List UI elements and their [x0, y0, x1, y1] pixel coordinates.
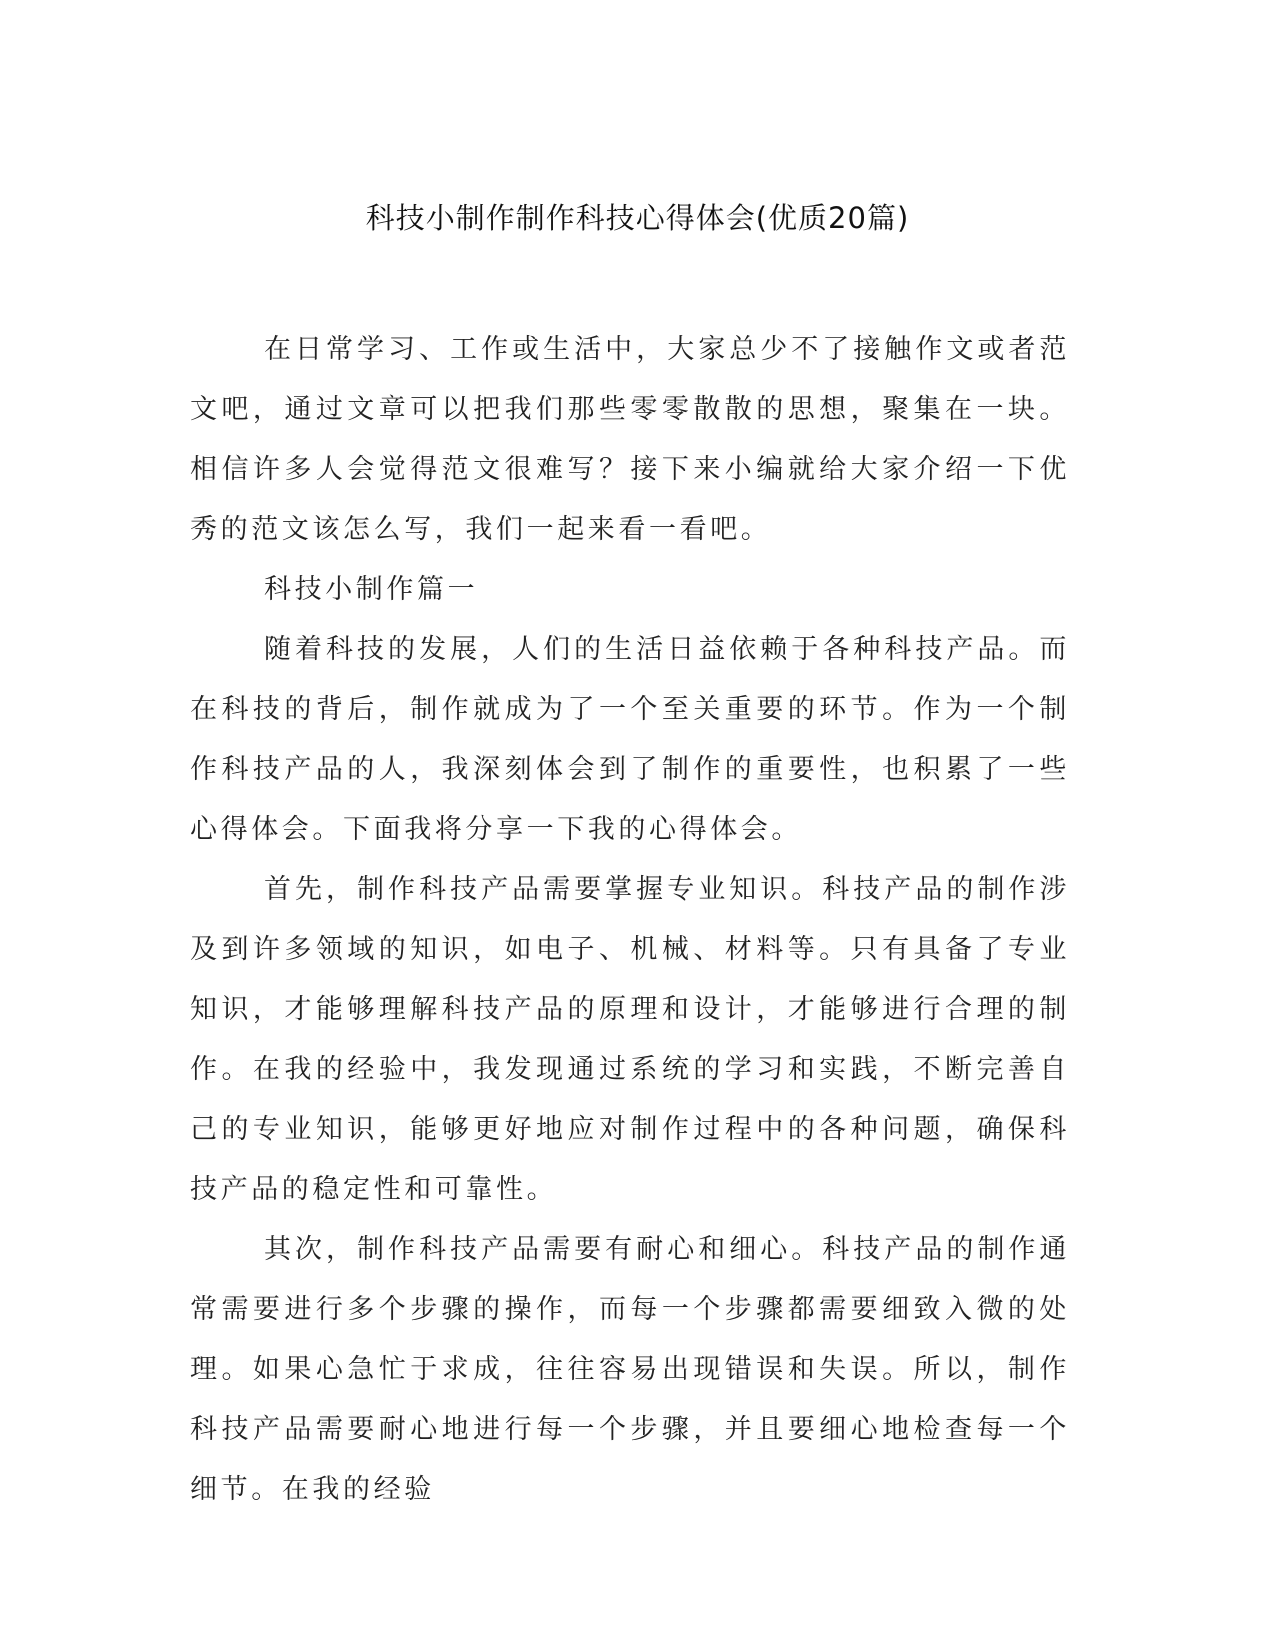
document-title: 科技小制作制作科技心得体会(优质20篇): [365, 201, 910, 235]
paragraph-intro: 在日常学习、工作或生活中，大家总少不了接触作文或者范文吧，通过文章可以把我们那些零零散散的思想，聚集在一块。相信许多人会觉得范文很难写？接下来小编就给大家介绍一下优秀的范文该怎么写，我们一起来看一看吧。: [190, 334, 1070, 545]
paragraph: 其次，制作科技产品需要有耐心和细心。科技产品的制作通常需要进行多个步骤的操作，而每一个步骤都需要细致入微的处理。如果心急忙于求成，往往容易出现错误和失误。所以，制作科技产品需要耐心地进行每一个步骤，并且要细心地检查每一个细节。在我的经验: [190, 1234, 1070, 1505]
document-body: [190, 320, 1070, 1520]
section-heading: 科技小制作篇一: [264, 574, 479, 605]
paragraph: 随着科技的发展，人们的生活日益依赖于各种科技产品。而在科技的背后，制作就成为了一个至关重要的环节。作为一个制作科技产品的人，我深刻体会到了制作的重要性，也积累了一些心得体会。下面我将分享一下我的心得体会。: [190, 634, 1070, 845]
paragraph: 首先，制作科技产品需要掌握专业知识。科技产品的制作涉及到许多领域的知识，如电子、机械、材料等。只有具备了专业知识，才能够理解科技产品的原理和设计，才能够进行合理的制作。在我的经验中，我发现通过系统的学习和实践，不断完善自己的专业知识，能够更好地应对制作过程中的各种问题，确保科技产品的稳定性和可靠性。: [190, 874, 1070, 1205]
